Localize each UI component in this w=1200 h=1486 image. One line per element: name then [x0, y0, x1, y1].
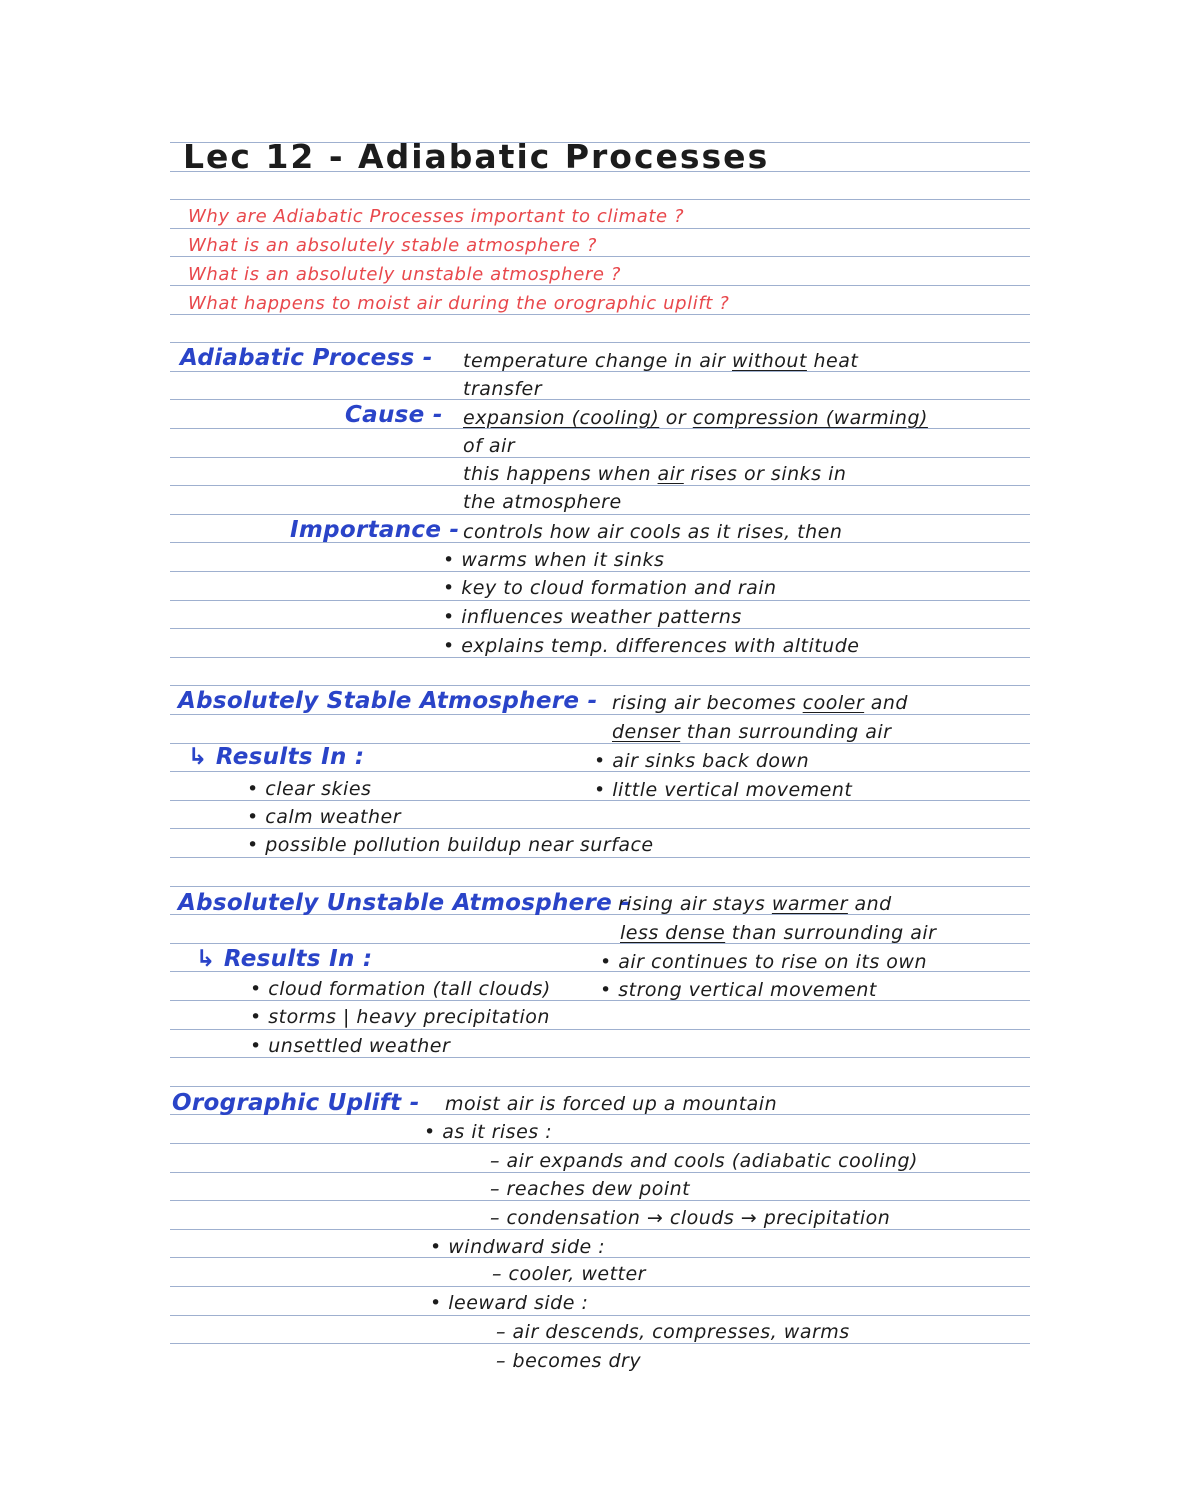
rule-line	[170, 199, 1030, 200]
rule-line	[170, 1286, 1030, 1287]
unstable-bullet-1: • air continues to rise on its own	[600, 951, 927, 973]
orographic-heading: Orographic Uplift -	[172, 1090, 420, 1116]
stable-heading: Absolutely Stable Atmosphere -	[178, 688, 598, 714]
unstable-def-pre: rising air stays	[618, 893, 766, 915]
rule-line	[170, 600, 1030, 601]
stable-definition-line-2	[612, 723, 891, 742]
stable-def-than: than surrounding air	[686, 721, 892, 743]
unstable-heading: Absolutely Unstable Atmosphere -	[178, 890, 631, 916]
unstable-definition-line-1	[618, 895, 892, 914]
stable-result-1: • clear skies	[247, 778, 372, 800]
unstable-result-1: • cloud formation (tall clouds)	[250, 978, 551, 1000]
rule-line	[170, 485, 1030, 486]
question-1: Why are Adiabatic Processes important to climate ?	[188, 206, 685, 227]
question-3: What is an absolutely unstable atmosphere ?	[188, 264, 622, 285]
orographic-leeward-1: – air descends, compresses, warms	[496, 1321, 850, 1343]
adiabatic-process-heading: Adiabatic Process -	[180, 345, 433, 371]
rule-line	[170, 285, 1030, 286]
cause-label: Cause -	[345, 402, 443, 428]
unstable-bullet-2: • strong vertical movement	[600, 979, 877, 1001]
rule-line	[170, 1200, 1030, 1201]
cause-line-2: of air	[463, 435, 516, 457]
cause-rises: rises or sinks in	[690, 463, 847, 485]
rule-line	[170, 342, 1030, 343]
unstable-def-than: than surrounding air	[731, 922, 937, 944]
stable-result-3: • possible pollution buildup near surface	[247, 834, 654, 856]
orographic-as-it-rises: • as it rises :	[424, 1121, 553, 1143]
question-4: What happens to moist air during the orographic uplift ?	[188, 293, 730, 314]
rule-line	[170, 514, 1030, 515]
orographic-windward-1: – cooler, wetter	[492, 1263, 646, 1285]
stable-def-denser: denser	[612, 721, 681, 743]
orographic-rise-2: – reaches dew point	[490, 1178, 691, 1200]
rule-line	[170, 1143, 1030, 1144]
importance-line-4: • influences weather patterns	[443, 606, 742, 628]
cause-expansion: expansion (cooling)	[463, 407, 660, 429]
unstable-results-label: ↳ Results In :	[196, 946, 373, 972]
importance-label: Importance -	[290, 517, 460, 543]
rule-line	[170, 228, 1030, 229]
rule-line	[170, 1315, 1030, 1316]
cause-line-3	[463, 465, 846, 484]
orographic-rise-3: – condensation → clouds → precipitation	[490, 1207, 891, 1229]
stable-bullet-2: • little vertical movement	[594, 779, 853, 801]
cause-compression: compression (warming)	[692, 407, 928, 429]
rule-line	[170, 828, 1030, 829]
orographic-definition: moist air is forced up a mountain	[445, 1093, 778, 1115]
rule-line	[170, 628, 1030, 629]
cause-line-1	[463, 409, 928, 428]
unstable-def-less-dense: less dense	[620, 922, 726, 944]
rule-line	[170, 256, 1030, 257]
stable-def-pre: rising air becomes	[612, 692, 797, 714]
unstable-definition-line-2	[620, 924, 936, 943]
cause-or: or	[665, 407, 687, 429]
rule-line	[170, 1057, 1030, 1058]
importance-line-3: • key to cloud formation and rain	[443, 577, 777, 599]
stable-def-post: and	[870, 692, 908, 714]
unstable-result-2: • storms | heavy precipitation	[250, 1006, 550, 1028]
adiabatic-definition-line-2: transfer	[463, 378, 543, 400]
importance-line-5: • explains temp. differences with altitude	[443, 635, 860, 657]
rule-line	[170, 1086, 1030, 1087]
rule-line	[170, 399, 1030, 400]
rule-line	[170, 1343, 1030, 1344]
rule-line	[170, 714, 1030, 715]
rule-line	[170, 457, 1030, 458]
unstable-def-warmer: warmer	[771, 893, 848, 915]
stable-result-2: • calm weather	[247, 806, 402, 828]
unstable-result-3: • unsettled weather	[250, 1035, 451, 1057]
rule-line	[170, 685, 1030, 686]
orographic-windward: • windward side :	[430, 1236, 606, 1258]
unstable-def-post: and	[854, 893, 892, 915]
orographic-leeward-2: – becomes dry	[496, 1350, 642, 1372]
stable-results-label: ↳ Results In :	[188, 744, 365, 770]
rule-line	[170, 857, 1030, 858]
question-2: What is an absolutely stable atmosphere ?	[188, 235, 597, 256]
stable-def-cooler: cooler	[802, 692, 865, 714]
rule-line	[170, 1029, 1030, 1030]
importance-line-1: controls how air cools as it rises, then	[463, 521, 843, 543]
adiabatic-def-post: heat	[813, 350, 859, 372]
cause-air: air	[657, 463, 684, 485]
orographic-leeward: • leeward side :	[430, 1292, 589, 1314]
page-title: Lec 12 - Adiabatic Processes	[183, 137, 770, 176]
rule-line	[170, 886, 1030, 887]
orographic-rise-1: – air expands and cools (adiabatic cooling)	[490, 1150, 918, 1172]
stable-definition-line-1	[612, 694, 908, 713]
adiabatic-def-pre: temperature change in air	[463, 350, 726, 372]
cause-line-4: the atmosphere	[463, 491, 622, 513]
stable-bullet-1: • air sinks back down	[594, 750, 810, 772]
adiabatic-definition-line-1	[463, 352, 858, 371]
rule-line	[170, 571, 1030, 572]
adiabatic-def-without: without	[732, 350, 807, 372]
importance-line-2: • warms when it sinks	[443, 549, 665, 571]
cause-this-happens: this happens when	[463, 463, 651, 485]
